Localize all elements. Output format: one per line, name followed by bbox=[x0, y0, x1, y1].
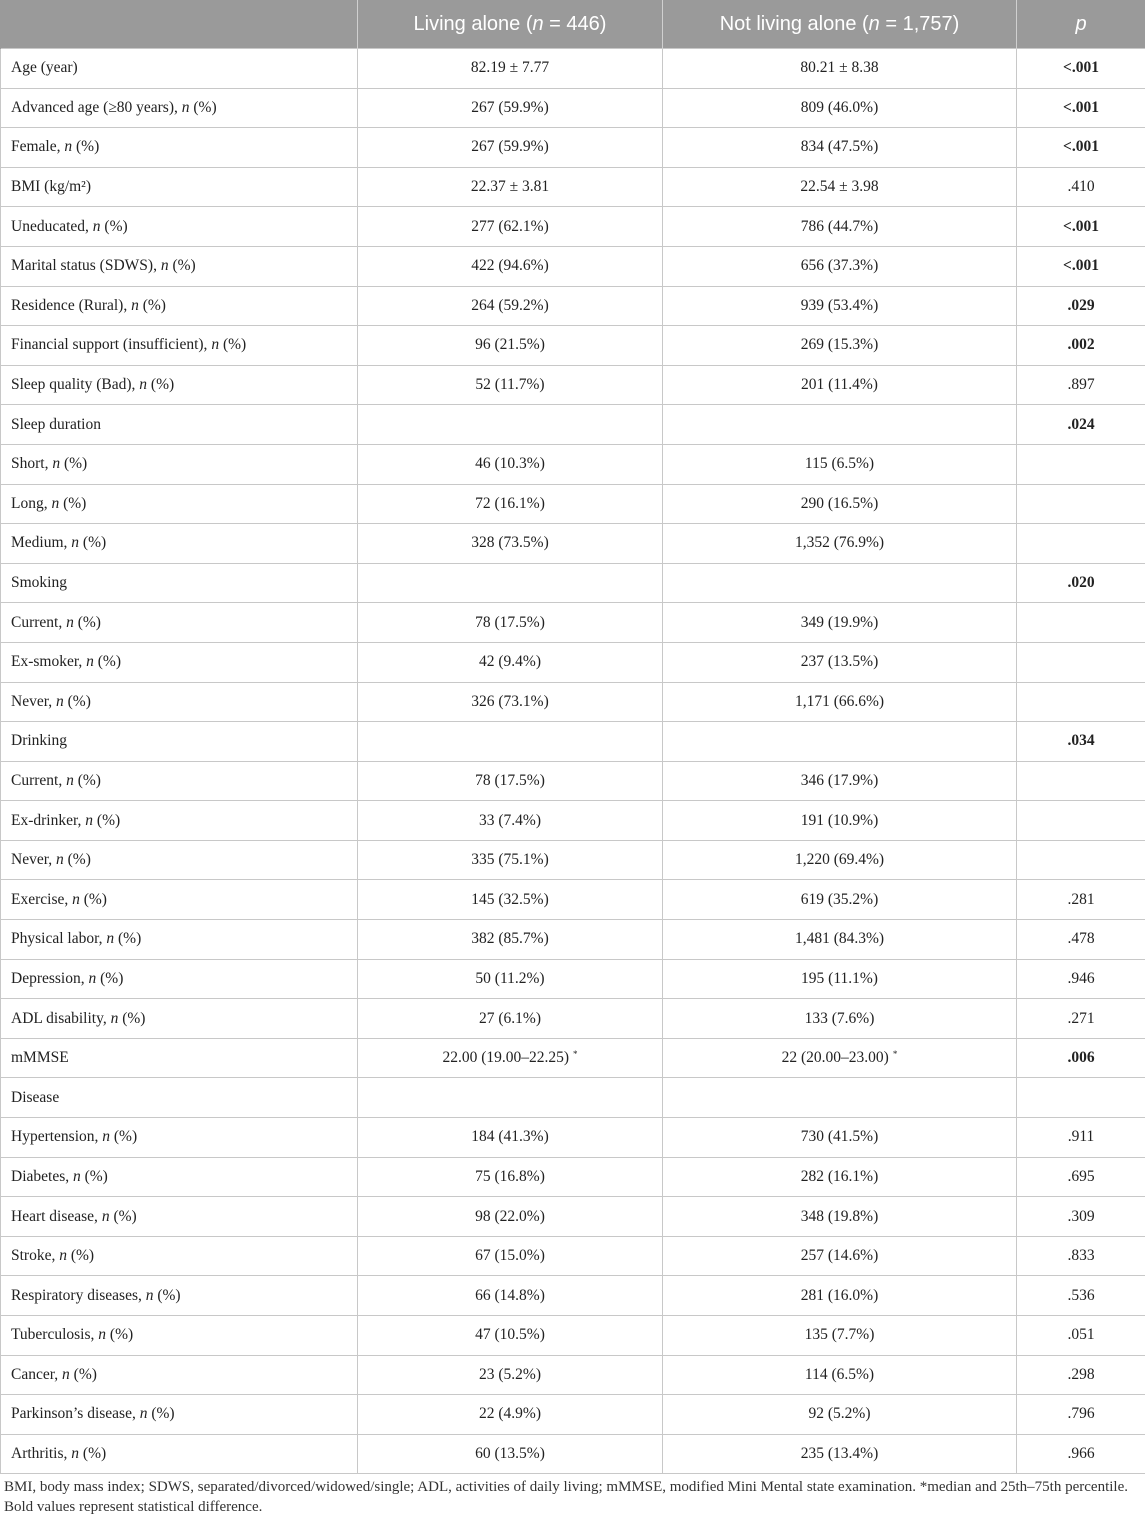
cell-living-alone bbox=[358, 999, 663, 1039]
cell-living-alone bbox=[358, 1316, 663, 1356]
cell-value: .695 bbox=[1067, 1167, 1095, 1185]
header-n: n bbox=[532, 12, 544, 35]
cell-value: 92 (5.2%) bbox=[808, 1405, 871, 1423]
row-label: Physical labor, n (%) bbox=[1, 920, 358, 960]
table-row bbox=[1, 207, 1145, 247]
cell-value: 66 (14.8%) bbox=[475, 1286, 545, 1304]
cell-living-alone bbox=[358, 246, 663, 286]
cell-value: 257 (14.6%) bbox=[800, 1247, 879, 1265]
header-not-living-alone bbox=[663, 0, 1017, 49]
row-label: Diabetes, n (%) bbox=[1, 1157, 358, 1197]
row-label: Arthritis, n (%) bbox=[1, 1434, 358, 1474]
cell-living-alone bbox=[358, 88, 663, 128]
cell-living-alone bbox=[358, 1236, 663, 1276]
cell-living-alone bbox=[358, 1395, 663, 1435]
row-label: Uneducated, n (%) bbox=[1, 207, 358, 247]
cell-value: 786 (44.7%) bbox=[800, 217, 879, 235]
cell-p-value bbox=[1017, 524, 1145, 564]
cell-value: 382 (85.7%) bbox=[471, 930, 549, 948]
cell-living-alone bbox=[358, 880, 663, 920]
cell-not-living-alone bbox=[663, 682, 1017, 722]
cell-value: .034 bbox=[1067, 732, 1095, 750]
cell-value: 75 (16.8%) bbox=[475, 1167, 545, 1185]
cell-p-value bbox=[1017, 207, 1145, 247]
table-row bbox=[1, 603, 1145, 643]
table-row bbox=[1, 801, 1145, 841]
cell-value: 82.19 ± 7.77 bbox=[470, 59, 550, 77]
cell-p-value bbox=[1017, 484, 1145, 524]
row-label: Financial support (insufficient), n (%) bbox=[1, 326, 358, 366]
cell-value: 52 (11.7%) bbox=[475, 376, 545, 394]
cell-value: 1,220 (69.4%) bbox=[794, 851, 885, 869]
cell-living-alone bbox=[358, 801, 663, 841]
row-label: Disease bbox=[1, 1078, 358, 1118]
cell-not-living-alone bbox=[663, 880, 1017, 920]
row-label: Cancer, n (%) bbox=[1, 1355, 358, 1395]
cell-value: 281 (16.0%) bbox=[800, 1286, 879, 1304]
cell-value: 115 (6.5%) bbox=[804, 455, 875, 473]
cell-not-living-alone bbox=[663, 801, 1017, 841]
cell-living-alone bbox=[358, 1355, 663, 1395]
cell-not-living-alone bbox=[663, 1434, 1017, 1474]
cell-not-living-alone bbox=[663, 128, 1017, 168]
header-p-value bbox=[1017, 0, 1145, 49]
cell-value: <.001 bbox=[1063, 138, 1099, 156]
table-row bbox=[1, 405, 1145, 445]
cell-not-living-alone bbox=[663, 207, 1017, 247]
cell-not-living-alone bbox=[663, 1078, 1017, 1118]
cell-value: 264 (59.2%) bbox=[471, 296, 549, 314]
row-label: Current, n (%) bbox=[1, 761, 358, 801]
row-label: BMI (kg/m²) bbox=[1, 167, 358, 207]
cell-not-living-alone bbox=[663, 444, 1017, 484]
row-label: Heart disease, n (%) bbox=[1, 1197, 358, 1237]
cell-value: 114 (6.5%) bbox=[804, 1365, 875, 1383]
row-label: Stroke, n (%) bbox=[1, 1236, 358, 1276]
row-label: Current, n (%) bbox=[1, 603, 358, 643]
cell-value: 67 (15.0%) bbox=[475, 1247, 545, 1265]
cell-living-alone bbox=[358, 1157, 663, 1197]
cell-living-alone bbox=[358, 1118, 663, 1158]
cell-value: 834 (47.5%) bbox=[800, 138, 879, 156]
cell-not-living-alone bbox=[663, 603, 1017, 643]
cell-value: .006 bbox=[1067, 1049, 1095, 1067]
cell-living-alone bbox=[358, 1276, 663, 1316]
cell-value: 619 (35.2%) bbox=[800, 890, 879, 908]
cell-value: 78 (17.5%) bbox=[475, 613, 545, 631]
cell-value: 348 (19.8%) bbox=[800, 1207, 879, 1225]
cell-value: 60 (13.5%) bbox=[475, 1445, 545, 1463]
row-label: Medium, n (%) bbox=[1, 524, 358, 564]
cell-value: .029 bbox=[1067, 296, 1095, 314]
table-row bbox=[1, 682, 1145, 722]
cell-p-value bbox=[1017, 128, 1145, 168]
cell-value: .911 bbox=[1067, 1128, 1095, 1146]
cell-value: 730 (41.5%) bbox=[800, 1128, 879, 1146]
row-label: Ex-drinker, n (%) bbox=[1, 801, 358, 841]
table-row bbox=[1, 880, 1145, 920]
cell-value: .478 bbox=[1067, 930, 1095, 948]
footnote-marker: * bbox=[573, 1049, 578, 1060]
cell-value: 22.37 ± 3.81 bbox=[470, 178, 550, 196]
cell-living-alone bbox=[358, 49, 663, 89]
cell-p-value bbox=[1017, 761, 1145, 801]
cell-not-living-alone bbox=[663, 167, 1017, 207]
cell-value: 328 (73.5%) bbox=[471, 534, 549, 552]
cell-p-value bbox=[1017, 365, 1145, 405]
cell-p-value bbox=[1017, 1197, 1145, 1237]
header-text: = 1,757) bbox=[879, 12, 960, 35]
cell-not-living-alone bbox=[663, 999, 1017, 1039]
table-row bbox=[1, 722, 1145, 762]
cell-living-alone bbox=[358, 920, 663, 960]
table-row bbox=[1, 1197, 1145, 1237]
cell-p-value bbox=[1017, 880, 1145, 920]
cell-not-living-alone bbox=[663, 286, 1017, 326]
cell-value: 195 (11.1%) bbox=[801, 969, 878, 987]
cell-living-alone bbox=[358, 1078, 663, 1118]
cell-value: .271 bbox=[1067, 1009, 1095, 1027]
row-label: Exercise, n (%) bbox=[1, 880, 358, 920]
table-row bbox=[1, 999, 1145, 1039]
cell-value: .002 bbox=[1067, 336, 1095, 354]
header-living-alone bbox=[358, 0, 663, 49]
cell-not-living-alone bbox=[663, 1157, 1017, 1197]
cell-p-value bbox=[1017, 642, 1145, 682]
cell-value: 201 (11.4%) bbox=[801, 376, 878, 394]
cell-value: 282 (16.1%) bbox=[800, 1167, 879, 1185]
cell-not-living-alone bbox=[663, 524, 1017, 564]
cell-p-value bbox=[1017, 682, 1145, 722]
cell-value: 50 (11.2%) bbox=[475, 969, 545, 987]
cell-value: 1,481 (84.3%) bbox=[794, 930, 885, 948]
cell-not-living-alone bbox=[663, 1118, 1017, 1158]
cell-p-value bbox=[1017, 920, 1145, 960]
cell-living-alone bbox=[358, 405, 663, 445]
cell-p-value bbox=[1017, 603, 1145, 643]
cell-not-living-alone bbox=[663, 1276, 1017, 1316]
cell-value: .536 bbox=[1067, 1286, 1095, 1304]
cell-living-alone bbox=[358, 128, 663, 168]
cell-not-living-alone bbox=[663, 1355, 1017, 1395]
row-label: Tuberculosis, n (%) bbox=[1, 1316, 358, 1356]
cell-p-value bbox=[1017, 444, 1145, 484]
cell-value: 326 (73.1%) bbox=[471, 692, 549, 710]
table-row bbox=[1, 642, 1145, 682]
cell-not-living-alone bbox=[663, 1316, 1017, 1356]
cell-p-value bbox=[1017, 1157, 1145, 1197]
cell-p-value bbox=[1017, 1276, 1145, 1316]
cell-living-alone bbox=[358, 484, 663, 524]
cell-value: <.001 bbox=[1063, 257, 1099, 275]
cell-value: .833 bbox=[1067, 1247, 1095, 1265]
cell-not-living-alone bbox=[663, 1236, 1017, 1276]
cell-living-alone bbox=[358, 444, 663, 484]
cell-living-alone bbox=[358, 563, 663, 603]
cell-value: 72 (16.1%) bbox=[475, 494, 545, 512]
header-variable bbox=[1, 0, 358, 49]
cell-value: 27 (6.1%) bbox=[479, 1009, 541, 1027]
cell-p-value bbox=[1017, 49, 1145, 89]
cell-p-value bbox=[1017, 1038, 1145, 1078]
cell-value: .298 bbox=[1067, 1365, 1095, 1383]
cell-p-value bbox=[1017, 286, 1145, 326]
cell-value: 33 (7.4%) bbox=[479, 811, 541, 829]
cell-value: 656 (37.3%) bbox=[800, 257, 879, 275]
table-row bbox=[1, 1157, 1145, 1197]
cell-living-alone bbox=[358, 761, 663, 801]
cell-value: 96 (21.5%) bbox=[475, 336, 545, 354]
cell-living-alone bbox=[358, 603, 663, 643]
cell-p-value bbox=[1017, 1355, 1145, 1395]
row-label: mMMSE bbox=[1, 1038, 358, 1078]
table-row bbox=[1, 1118, 1145, 1158]
cell-living-alone bbox=[358, 959, 663, 999]
table-row bbox=[1, 1038, 1145, 1078]
cell-value: <.001 bbox=[1063, 98, 1099, 116]
cell-value: 22 (4.9%) bbox=[479, 1405, 541, 1423]
cell-living-alone bbox=[358, 682, 663, 722]
cell-value: .281 bbox=[1067, 890, 1095, 908]
row-label: Residence (Rural), n (%) bbox=[1, 286, 358, 326]
cell-value: 78 (17.5%) bbox=[475, 771, 545, 789]
row-label: Drinking bbox=[1, 722, 358, 762]
table-row bbox=[1, 326, 1145, 366]
cell-value: 277 (62.1%) bbox=[471, 217, 549, 235]
cell-value: 184 (41.3%) bbox=[471, 1128, 549, 1146]
table-row bbox=[1, 524, 1145, 564]
cell-not-living-alone bbox=[663, 1038, 1017, 1078]
cell-living-alone bbox=[358, 1197, 663, 1237]
cell-not-living-alone bbox=[663, 1395, 1017, 1435]
cell-living-alone bbox=[358, 524, 663, 564]
cell-p-value bbox=[1017, 1236, 1145, 1276]
cell-value: .946 bbox=[1067, 969, 1095, 987]
cell-value: 235 (13.4%) bbox=[800, 1445, 879, 1463]
cell-value: 42 (9.4%) bbox=[479, 653, 541, 671]
cell-living-alone bbox=[358, 326, 663, 366]
cell-p-value bbox=[1017, 88, 1145, 128]
row-label: Short, n (%) bbox=[1, 444, 358, 484]
cell-not-living-alone bbox=[663, 88, 1017, 128]
cell-p-value bbox=[1017, 167, 1145, 207]
cell-value: 290 (16.5%) bbox=[800, 494, 879, 512]
row-label: Age (year) bbox=[1, 49, 358, 89]
cell-value: 349 (19.9%) bbox=[800, 613, 879, 631]
cell-value: 22.54 ± 3.98 bbox=[800, 178, 879, 196]
cell-not-living-alone bbox=[663, 484, 1017, 524]
cell-p-value bbox=[1017, 1078, 1145, 1118]
cell-p-value bbox=[1017, 1434, 1145, 1474]
cell-not-living-alone bbox=[663, 326, 1017, 366]
table-row bbox=[1, 49, 1145, 89]
row-label: Ex-smoker, n (%) bbox=[1, 642, 358, 682]
table-row bbox=[1, 167, 1145, 207]
table-row bbox=[1, 88, 1145, 128]
cell-value: .410 bbox=[1067, 178, 1095, 196]
header-text: Not living alone ( bbox=[719, 12, 869, 35]
cell-not-living-alone bbox=[663, 246, 1017, 286]
cell-not-living-alone bbox=[663, 563, 1017, 603]
cell-p-value bbox=[1017, 1316, 1145, 1356]
cell-value: 335 (75.1%) bbox=[471, 851, 549, 869]
cell-value: 135 (7.7%) bbox=[804, 1326, 875, 1344]
cell-value: 237 (13.5%) bbox=[800, 653, 879, 671]
cell-p-value bbox=[1017, 999, 1145, 1039]
table-row bbox=[1, 286, 1145, 326]
cell-p-value bbox=[1017, 1118, 1145, 1158]
cell-value: 46 (10.3%) bbox=[475, 455, 545, 473]
cell-value: 98 (22.0%) bbox=[475, 1207, 545, 1225]
cell-p-value bbox=[1017, 959, 1145, 999]
cell-value: 80.21 ± 8.38 bbox=[800, 59, 879, 77]
table-row bbox=[1, 1276, 1145, 1316]
cell-p-value bbox=[1017, 722, 1145, 762]
cell-value: 269 (15.3%) bbox=[800, 336, 879, 354]
row-label: Advanced age (≥80 years), n (%) bbox=[1, 88, 358, 128]
row-label: Female, n (%) bbox=[1, 128, 358, 168]
cell-value: 346 (17.9%) bbox=[800, 771, 879, 789]
cell-living-alone bbox=[358, 642, 663, 682]
row-label: Smoking bbox=[1, 563, 358, 603]
cell-value: 267 (59.9%) bbox=[471, 138, 549, 156]
cell-p-value bbox=[1017, 840, 1145, 880]
table-body bbox=[1, 49, 1145, 1474]
row-label: Long, n (%) bbox=[1, 484, 358, 524]
row-label: Hypertension, n (%) bbox=[1, 1118, 358, 1158]
cell-value: .796 bbox=[1067, 1405, 1095, 1423]
table-row bbox=[1, 761, 1145, 801]
row-label: ADL disability, n (%) bbox=[1, 999, 358, 1039]
cell-living-alone bbox=[358, 1038, 663, 1078]
cell-living-alone bbox=[358, 722, 663, 762]
cell-value: 22.00 (19.00–22.25) bbox=[442, 1049, 570, 1067]
header-text: Living alone ( bbox=[413, 12, 533, 35]
footnote-marker: * bbox=[892, 1049, 898, 1060]
table-row bbox=[1, 1078, 1145, 1118]
cell-not-living-alone bbox=[663, 840, 1017, 880]
cell-value: 809 (46.0%) bbox=[800, 98, 879, 116]
cell-p-value bbox=[1017, 405, 1145, 445]
cell-p-value bbox=[1017, 563, 1145, 603]
cell-value: 23 (5.2%) bbox=[479, 1365, 541, 1383]
cell-p-value bbox=[1017, 1395, 1145, 1435]
cell-value: 47 (10.5%) bbox=[475, 1326, 545, 1344]
cell-p-value bbox=[1017, 246, 1145, 286]
cell-not-living-alone bbox=[663, 365, 1017, 405]
cell-living-alone bbox=[358, 1434, 663, 1474]
table-row bbox=[1, 1236, 1145, 1276]
table-row bbox=[1, 1434, 1145, 1474]
table-row bbox=[1, 365, 1145, 405]
row-label: Never, n (%) bbox=[1, 840, 358, 880]
cell-value: 145 (32.5%) bbox=[471, 890, 549, 908]
header-text: = 446) bbox=[543, 12, 607, 35]
table-row bbox=[1, 920, 1145, 960]
cell-value: .966 bbox=[1067, 1445, 1095, 1463]
cell-not-living-alone bbox=[663, 642, 1017, 682]
cell-living-alone bbox=[358, 167, 663, 207]
cell-not-living-alone bbox=[663, 49, 1017, 89]
cell-value: 939 (53.4%) bbox=[800, 296, 879, 314]
row-label: Marital status (SDWS), n (%) bbox=[1, 246, 358, 286]
cell-not-living-alone bbox=[663, 722, 1017, 762]
header-p: p bbox=[1075, 12, 1087, 35]
cell-value: 1,352 (76.9%) bbox=[794, 534, 885, 552]
cell-not-living-alone bbox=[663, 1197, 1017, 1237]
cell-living-alone bbox=[358, 840, 663, 880]
cell-value: 133 (7.6%) bbox=[804, 1009, 875, 1027]
cell-living-alone bbox=[358, 207, 663, 247]
row-label: Never, n (%) bbox=[1, 682, 358, 722]
table-row bbox=[1, 1316, 1145, 1356]
cell-not-living-alone bbox=[663, 959, 1017, 999]
cell-value: .024 bbox=[1067, 415, 1095, 433]
cell-p-value bbox=[1017, 326, 1145, 366]
table-row bbox=[1, 1395, 1145, 1435]
table-header-row bbox=[1, 0, 1145, 49]
table-row bbox=[1, 1355, 1145, 1395]
row-label: Sleep quality (Bad), n (%) bbox=[1, 365, 358, 405]
cell-value: 267 (59.9%) bbox=[471, 98, 549, 116]
cell-not-living-alone bbox=[663, 761, 1017, 801]
cell-value: .020 bbox=[1067, 574, 1095, 592]
row-label: Sleep duration bbox=[1, 405, 358, 445]
row-label: Respiratory diseases, n (%) bbox=[1, 1276, 358, 1316]
cell-value: 422 (94.6%) bbox=[471, 257, 549, 275]
cell-value: .897 bbox=[1067, 376, 1095, 394]
cell-living-alone bbox=[358, 365, 663, 405]
cell-p-value bbox=[1017, 801, 1145, 841]
cell-value: .051 bbox=[1067, 1326, 1095, 1344]
table-row bbox=[1, 444, 1145, 484]
row-label: Depression, n (%) bbox=[1, 959, 358, 999]
header-n: n bbox=[868, 12, 880, 35]
cell-value: .309 bbox=[1067, 1207, 1095, 1225]
table-footnote: BMI, body mass index; SDWS, separated/divorced/widowed/single; ADL, activities of daily living; mMMSE, modified Mini Mental state examination. *median and 25th–75th percentile. Bold values represent statistical difference. bbox=[4, 1479, 1128, 1516]
cell-value: 191 (10.9%) bbox=[800, 811, 879, 829]
row-label: Parkinson’s disease, n (%) bbox=[1, 1395, 358, 1435]
table-row bbox=[1, 840, 1145, 880]
cell-value: 1,171 (66.6%) bbox=[794, 692, 885, 710]
cell-not-living-alone bbox=[663, 920, 1017, 960]
cell-value: <.001 bbox=[1063, 59, 1099, 77]
cell-value: <.001 bbox=[1063, 217, 1099, 235]
table-row bbox=[1, 959, 1145, 999]
cell-value: 22 (20.00–23.00) bbox=[781, 1049, 889, 1067]
table-row bbox=[1, 128, 1145, 168]
table-row bbox=[1, 484, 1145, 524]
table-row bbox=[1, 246, 1145, 286]
cell-living-alone bbox=[358, 286, 663, 326]
table-row bbox=[1, 563, 1145, 603]
cell-not-living-alone bbox=[663, 405, 1017, 445]
